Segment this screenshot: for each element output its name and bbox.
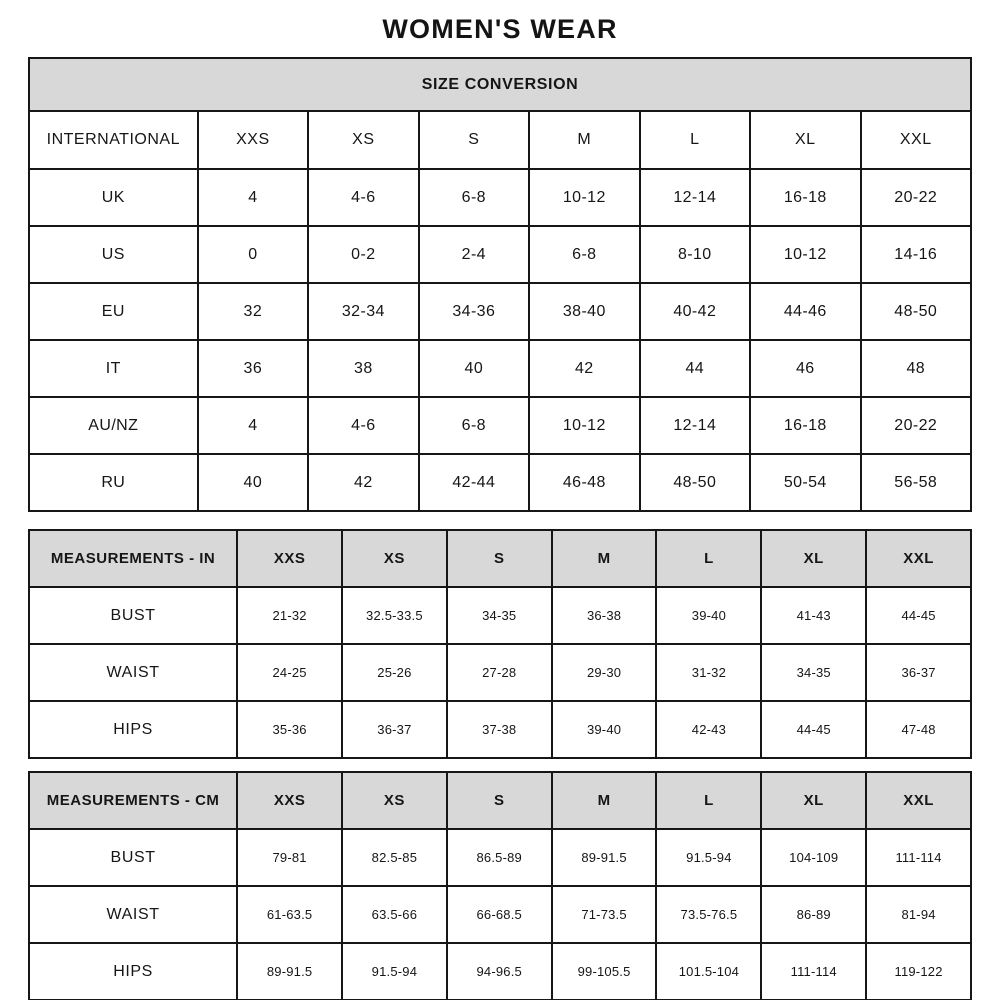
cell: 61-63.5 <box>237 886 342 943</box>
size-column-header: L <box>656 772 761 829</box>
row-label: BUST <box>29 587 237 644</box>
size-column-header: XXS <box>237 530 342 587</box>
size-column-header: L <box>656 530 761 587</box>
cell: 36 <box>198 340 308 397</box>
row-label: WAIST <box>29 886 237 943</box>
cell: 12-14 <box>640 397 750 454</box>
row-label: UK <box>29 169 198 226</box>
cell: 27-28 <box>447 644 552 701</box>
table-row <box>29 340 971 397</box>
row-label: WAIST <box>29 644 237 701</box>
table-row <box>29 454 971 511</box>
table-row <box>29 943 971 1000</box>
row-label: HIPS <box>29 701 237 758</box>
cell: 10-12 <box>750 226 860 283</box>
size-conversion-table <box>28 57 972 512</box>
cell: 4 <box>198 397 308 454</box>
cell: 16-18 <box>750 397 860 454</box>
cell: 39-40 <box>552 701 657 758</box>
cell: 111-114 <box>866 829 971 886</box>
cell: 0-2 <box>308 226 418 283</box>
cell: 31-32 <box>656 644 761 701</box>
cell: 40 <box>198 454 308 511</box>
cell: 41-43 <box>761 587 866 644</box>
row-label: BUST <box>29 829 237 886</box>
cell: 32 <box>198 283 308 340</box>
table-row <box>29 226 971 283</box>
cell: 71-73.5 <box>552 886 657 943</box>
cell: 25-26 <box>342 644 447 701</box>
column-header-row <box>29 111 971 169</box>
cell: 38-40 <box>529 283 639 340</box>
table-row <box>29 397 971 454</box>
cell: 42-43 <box>656 701 761 758</box>
cell: 10-12 <box>529 169 639 226</box>
size-column-header: XXL <box>866 772 971 829</box>
size-column-header: XL <box>750 111 860 169</box>
cell: 4 <box>198 169 308 226</box>
cell: 101.5-104 <box>656 943 761 1000</box>
cell: 8-10 <box>640 226 750 283</box>
cell: 21-32 <box>237 587 342 644</box>
cell: 37-38 <box>447 701 552 758</box>
cell: 86.5-89 <box>447 829 552 886</box>
row-header-column-label: INTERNATIONAL <box>29 111 198 169</box>
cell: 99-105.5 <box>552 943 657 1000</box>
cell: 44 <box>640 340 750 397</box>
size-column-header: S <box>447 772 552 829</box>
row-header-column-label: MEASUREMENTS - CM <box>29 772 237 829</box>
cell: 40-42 <box>640 283 750 340</box>
cell: 73.5-76.5 <box>656 886 761 943</box>
row-label: IT <box>29 340 198 397</box>
cell: 34-35 <box>761 644 866 701</box>
cell: 36-37 <box>866 644 971 701</box>
cell: 94-96.5 <box>447 943 552 1000</box>
page-title: WOMEN'S WEAR <box>382 14 618 44</box>
cell: 82.5-85 <box>342 829 447 886</box>
cell: 4-6 <box>308 169 418 226</box>
size-column-header: XL <box>761 772 866 829</box>
cell: 2-4 <box>419 226 529 283</box>
cell: 42 <box>308 454 418 511</box>
cell: 6-8 <box>419 397 529 454</box>
table-row <box>29 587 971 644</box>
size-column-header: XXS <box>198 111 308 169</box>
cell: 44-45 <box>866 587 971 644</box>
cell: 104-109 <box>761 829 866 886</box>
row-label: RU <box>29 454 198 511</box>
cell: 36-38 <box>552 587 657 644</box>
row-label: HIPS <box>29 943 237 1000</box>
cell: 42 <box>529 340 639 397</box>
size-column-header: XXL <box>866 530 971 587</box>
cell: 63.5-66 <box>342 886 447 943</box>
cell: 34-35 <box>447 587 552 644</box>
cell: 46 <box>750 340 860 397</box>
size-column-header: M <box>529 111 639 169</box>
size-column-header: XS <box>342 530 447 587</box>
cell: 56-58 <box>861 454 971 511</box>
cell: 48 <box>861 340 971 397</box>
row-label: AU/NZ <box>29 397 198 454</box>
cell: 79-81 <box>237 829 342 886</box>
table-banner: SIZE CONVERSION <box>29 58 971 111</box>
table-row <box>29 283 971 340</box>
measurements-cm-table <box>28 771 972 1000</box>
cell: 48-50 <box>640 454 750 511</box>
cell: 12-14 <box>640 169 750 226</box>
cell: 50-54 <box>750 454 860 511</box>
cell: 46-48 <box>529 454 639 511</box>
size-column-header: XL <box>761 530 866 587</box>
size-column-header: XXS <box>237 772 342 829</box>
table-row <box>29 886 971 943</box>
cell: 35-36 <box>237 701 342 758</box>
cell: 14-16 <box>861 226 971 283</box>
column-header-row <box>29 772 971 829</box>
cell: 119-122 <box>866 943 971 1000</box>
cell: 20-22 <box>861 169 971 226</box>
row-label: EU <box>29 283 198 340</box>
cell: 32-34 <box>308 283 418 340</box>
cell: 111-114 <box>761 943 866 1000</box>
cell: 6-8 <box>529 226 639 283</box>
cell: 32.5-33.5 <box>342 587 447 644</box>
cell: 44-45 <box>761 701 866 758</box>
cell: 66-68.5 <box>447 886 552 943</box>
cell: 24-25 <box>237 644 342 701</box>
measurements-in-table <box>28 529 972 759</box>
cell: 47-48 <box>866 701 971 758</box>
table-row <box>29 829 971 886</box>
size-column-header: M <box>552 530 657 587</box>
cell: 44-46 <box>750 283 860 340</box>
cell: 34-36 <box>419 283 529 340</box>
cell: 89-91.5 <box>552 829 657 886</box>
table-row <box>29 169 971 226</box>
cell: 10-12 <box>529 397 639 454</box>
cell: 0 <box>198 226 308 283</box>
table-row <box>29 701 971 758</box>
cell: 16-18 <box>750 169 860 226</box>
cell: 91.5-94 <box>656 829 761 886</box>
cell: 42-44 <box>419 454 529 511</box>
cell: 38 <box>308 340 418 397</box>
row-header-column-label: MEASUREMENTS - IN <box>29 530 237 587</box>
size-column-header: L <box>640 111 750 169</box>
cell: 20-22 <box>861 397 971 454</box>
cell: 29-30 <box>552 644 657 701</box>
size-column-header: M <box>552 772 657 829</box>
table-row <box>29 644 971 701</box>
cell: 40 <box>419 340 529 397</box>
column-header-row <box>29 530 971 587</box>
size-column-header: XS <box>308 111 418 169</box>
cell: 39-40 <box>656 587 761 644</box>
size-column-header: XXL <box>861 111 971 169</box>
cell: 4-6 <box>308 397 418 454</box>
cell: 48-50 <box>861 283 971 340</box>
size-column-header: XS <box>342 772 447 829</box>
cell: 36-37 <box>342 701 447 758</box>
size-column-header: S <box>419 111 529 169</box>
size-column-header: S <box>447 530 552 587</box>
cell: 6-8 <box>419 169 529 226</box>
row-label: US <box>29 226 198 283</box>
cell: 86-89 <box>761 886 866 943</box>
table-banner-row <box>29 58 971 111</box>
cell: 89-91.5 <box>237 943 342 1000</box>
cell: 91.5-94 <box>342 943 447 1000</box>
cell: 81-94 <box>866 886 971 943</box>
